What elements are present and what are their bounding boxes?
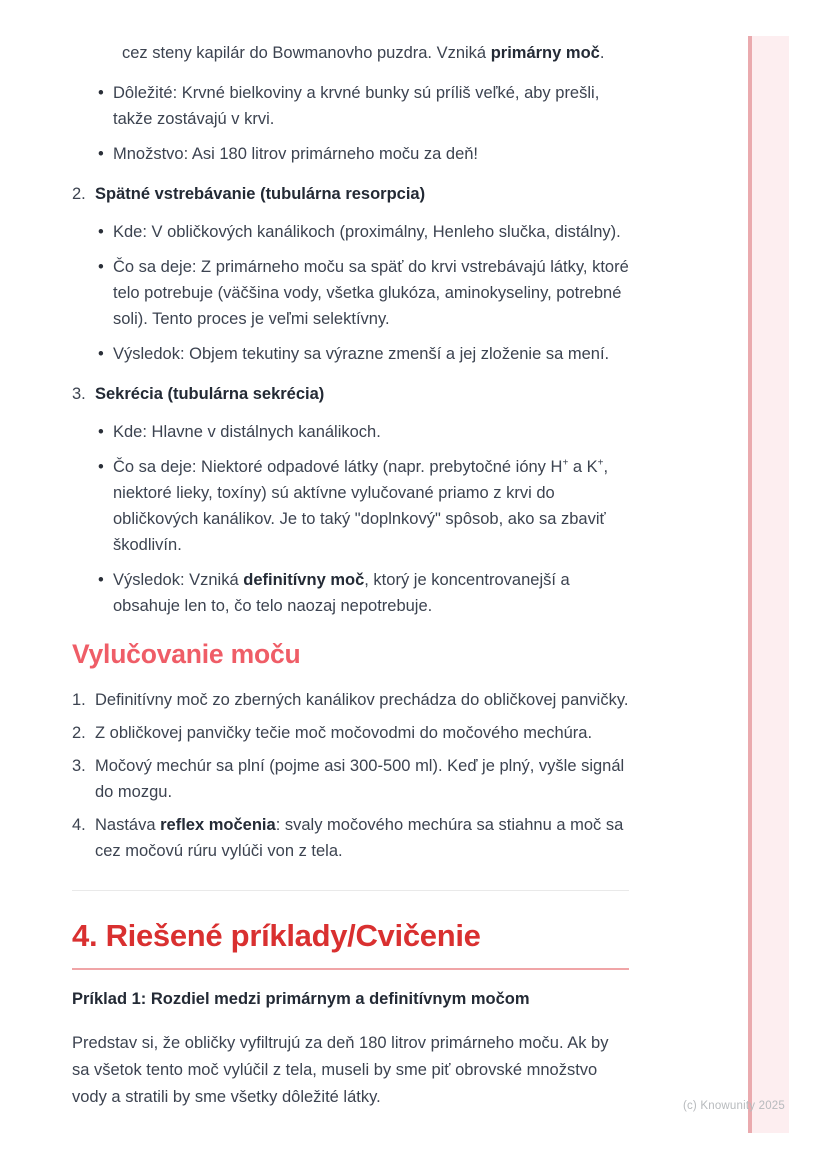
bullet-icon: • [98, 145, 104, 163]
step-number: 3. [72, 757, 86, 775]
example1-body: Predstav si, že obličky vyfiltrujú za deň 180 litrov primárneho moču. Ak by sa všetok tento moč vylúčil z tela, museli by sme piť obrovské množstvo vody a stratili by sme všetky dôležité látky. [72, 1034, 609, 1106]
list-item [72, 687, 629, 713]
bullet-text: Kde: Hlavne v distálnych kanálikoch. [113, 423, 381, 441]
step-text-pre: Nastáva [95, 816, 161, 834]
bullet-icon: • [98, 84, 104, 102]
bullet-text: Kde: V obličkových kanálikoch (proximálny, Henleho slučka, distálny). [113, 223, 621, 241]
step-text-post: : svaly močového mechúra sa stiahnu a moč sa cez močovú rúru vylúči von z tela. [95, 816, 624, 860]
step-text-bold: reflex močenia [160, 816, 276, 834]
step-text: Močový mechúr sa plní (pojme asi 300-500 ml). Keď je plný, vyšle signál do mozgu. [95, 757, 625, 801]
bullet-text-post: , ktorý je koncentrovanejší a obsahuje len to, čo telo naozaj nepotrebuje. [113, 571, 570, 615]
bullet-text-bold: definitívny moč [243, 571, 365, 589]
document-content [72, 32, 629, 1111]
bullet-text: Čo sa deje: Z primárneho moču sa späť do krvi vstrebávajú látky, ktoré telo potrebuje (väčšina vody, všetka glukóza, aminokyseliny, potrebné soli). Tento proces je veľmi selektívny. [113, 258, 629, 328]
superscript-plus: + [562, 457, 569, 469]
chapter-heading-riesene-priklady: 4. Riešené príklady/Cvičenie [72, 918, 481, 953]
list-item [72, 812, 629, 864]
intro-text-post: . [599, 44, 605, 62]
section-divider [72, 890, 629, 891]
list-item [98, 141, 629, 167]
list-item [98, 567, 629, 619]
list-item [98, 80, 629, 132]
intro-text-bold: primárny moč [490, 44, 600, 62]
bullet-text-mid: a K [568, 458, 598, 476]
step-text: Z obličkovej panvičky tečie moč močovodmi do močového mechúra. [95, 724, 593, 742]
step-text [95, 812, 629, 864]
bullet-text-pre: Výsledok: Vzniká [113, 571, 244, 589]
bullet-icon: • [98, 423, 104, 441]
step-number: 2. [72, 185, 86, 203]
list-item [98, 219, 629, 245]
heading-underline-rule [72, 968, 629, 970]
bullet-icon: • [98, 258, 104, 276]
bullet-icon: • [98, 223, 104, 241]
bullet-text: Výsledok: Objem tekutiny sa výrazne zmenší a jej zloženie sa mení. [113, 345, 610, 363]
list-item [72, 720, 629, 746]
step-number: 2. [72, 724, 86, 742]
intro-continuation-line [72, 40, 629, 66]
bullet-text [113, 567, 629, 619]
copyright-footer: (c) Knowunity 2025 [682, 1100, 785, 1112]
bullet-text: Dôležité: Krvné bielkoviny a krvné bunky sú príliš veľké, aby prešli, takže zostávajú v krvi. [113, 84, 600, 128]
intro-text-pre: cez steny kapilár do Bowmanovho puzdra. Vzniká [122, 44, 491, 62]
numbered-heading-step3 [72, 381, 629, 407]
bullet-icon: • [98, 571, 104, 589]
bullet-icon: • [98, 458, 104, 476]
step2-bullet-list [98, 219, 629, 367]
list-item [72, 753, 629, 805]
list-item [98, 341, 629, 367]
step-number: 3. [72, 385, 86, 403]
step-number: 4. [72, 816, 86, 834]
list-item [98, 254, 629, 332]
bullet-icon: • [98, 345, 104, 363]
step-title: Spätné vstrebávanie (tubulárna resorpcia) [95, 185, 426, 203]
numbered-heading-step2 [72, 181, 629, 207]
bullet-text-post: , niektoré lieky, toxíny) sú aktívne vylučované priamo z krvi do obličkových kanálikov. Je to taký "doplnkový" spôsob, ako sa zbaviť škodlivín. [113, 458, 609, 554]
bullet-text-pre: Čo sa deje: Niektoré odpadové látky (napr. prebytočné ióny H [113, 458, 563, 476]
superscript-plus: + [597, 457, 604, 469]
page-accent-bar [748, 36, 789, 1133]
section-heading-vylucovanie-mocu: Vylučovanie moču [72, 639, 301, 669]
bullet-text: Množstvo: Asi 180 litrov primárneho moču za deň! [113, 145, 479, 163]
list-item [98, 419, 629, 445]
bullet-text [113, 454, 629, 558]
step-number: 1. [72, 691, 86, 709]
excretion-steps-list [72, 687, 629, 864]
step-text: Definitívny moč zo zberných kanálikov prechádza do obličkovej panvičky. [95, 691, 629, 709]
step1-bullet-list [98, 80, 629, 167]
example1-title: Príklad 1: Rozdiel medzi primárnym a definitívnym močom [72, 990, 530, 1008]
list-item [98, 454, 629, 558]
step-title: Sekrécia (tubulárna sekrécia) [95, 385, 325, 403]
step3-bullet-list [98, 419, 629, 619]
